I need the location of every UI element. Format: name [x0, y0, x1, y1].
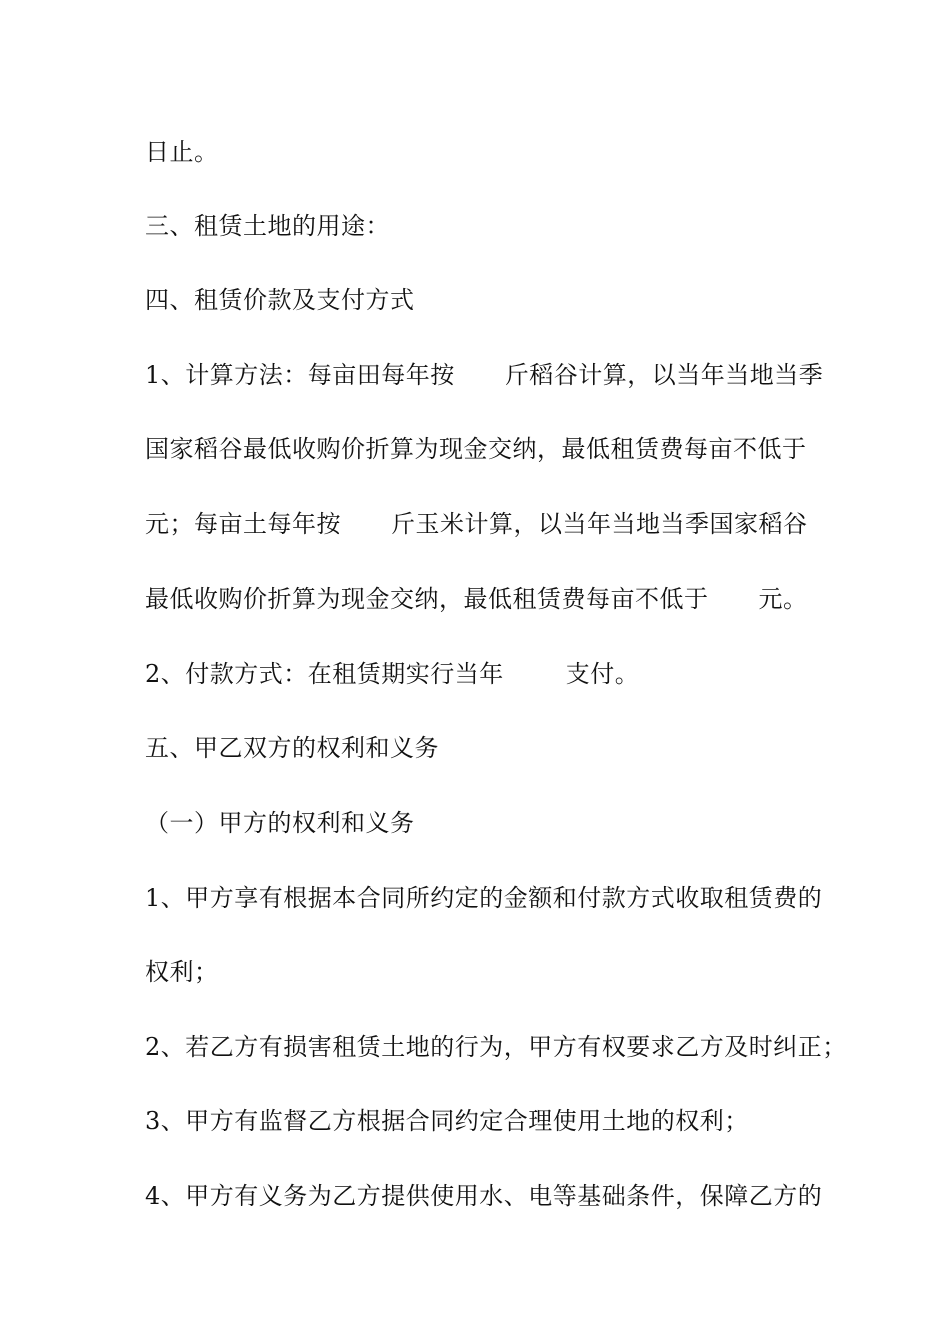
- heading-rights-obligations: [145, 733, 439, 763]
- line-text: 五、甲乙双方的权利和义务: [145, 734, 439, 762]
- text-line-calc-method: [145, 360, 823, 390]
- line-text: 日止。: [145, 138, 219, 166]
- line-text: 权利；: [145, 958, 219, 986]
- line-text: 3、甲方有监督乙方根据合同约定合理使用土地的权利；: [145, 1107, 749, 1135]
- text-line-payment-method: [145, 659, 639, 689]
- text-line-min-price: [145, 434, 807, 464]
- line-text: 三、租赁土地的用途：: [145, 212, 390, 240]
- text-line-date-end: [145, 137, 219, 167]
- line-text: 2、付款方式：在租赁期实行当年: [145, 660, 504, 688]
- line-text: （一）甲方的权利和义务: [145, 809, 415, 837]
- line-text: 斤玉米计算，以当年当地当季国家稻谷: [391, 510, 808, 538]
- line-text: 支付。: [565, 660, 640, 688]
- line-text: 1、甲方享有根据本合同所约定的金额和付款方式收取租赁费的: [145, 884, 823, 912]
- heading-land-use: [145, 211, 390, 241]
- line-text: 1、计算方法：每亩田每年按: [145, 361, 455, 389]
- line-text: 4、甲方有义务为乙方提供使用水、电等基础条件，保障乙方的: [145, 1182, 823, 1210]
- line-text: 2、若乙方有损害租赁土地的行为，甲方有权要求乙方及时纠正；: [145, 1033, 847, 1061]
- text-line-party-a-right-4: [145, 1181, 822, 1211]
- line-text: 四、租赁价款及支付方式: [145, 286, 415, 314]
- line-text: 元；每亩土每年按: [145, 510, 341, 538]
- heading-rent-payment: [145, 285, 415, 315]
- line-text: 元。: [758, 585, 808, 613]
- text-line-party-a-right-2: [145, 1032, 847, 1062]
- text-line-party-a-right-1: [145, 883, 822, 913]
- text-line-land-rent: [145, 509, 808, 539]
- heading-party-a-rights: [145, 808, 415, 838]
- line-text: 斤稻谷计算，以当年当地当季: [504, 361, 824, 389]
- line-text: 最低收购价折算为现金交纳，最低租赁费每亩不低于: [145, 585, 709, 613]
- text-line-min-rent: [145, 584, 808, 614]
- text-line-party-a-right-3: [145, 1106, 749, 1136]
- text-line-party-a-right-1-cont: [145, 957, 219, 987]
- line-text: 国家稻谷最低收购价折算为现金交纳，最低租赁费每亩不低于: [145, 435, 807, 463]
